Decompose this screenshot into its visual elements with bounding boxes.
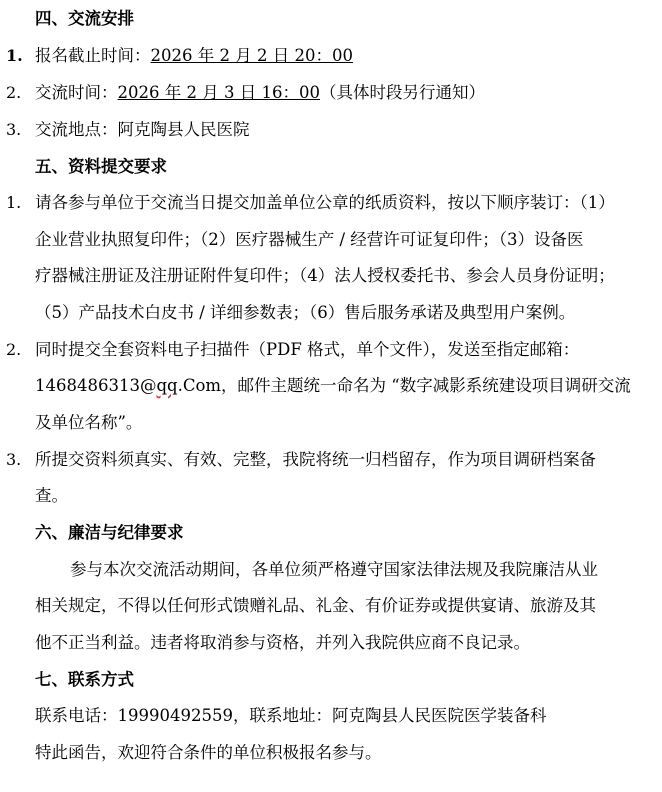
list-number: 3. [6, 450, 22, 469]
deadline-value: 2026 年 2 月 2 日 20：00 [150, 46, 353, 65]
materials-paragraph-line: （5）产品技术白皮书 / 详细参数表；（6）售后服务承诺及典型用户案例。 [35, 303, 576, 322]
section-heading-materials: 五、资料提交要求 [35, 157, 167, 176]
time-label: 交流时间： [35, 83, 118, 102]
exchange-time [35, 81, 485, 105]
exchange-location: 交流地点：阿克陶县人民医院 [35, 120, 250, 139]
list-number: 2. [6, 340, 22, 359]
list-number: 2. [6, 83, 22, 102]
email-paragraph-line: 及单位名称”。 [35, 413, 143, 432]
email-paragraph-line [35, 374, 631, 398]
materials-paragraph-line: 请各参与单位于交流当日提交加盖单位公章的纸质资料，按以下顺序装订：（1） [35, 193, 615, 212]
archive-paragraph-line: 查。 [35, 486, 68, 505]
section-heading-integrity: 六、廉洁与纪律要求 [35, 523, 184, 542]
deadline-label: 报名截止时间： [35, 46, 151, 65]
integrity-paragraph-line: 他不正当利益。违者将取消参与资格，并列入我院供应商不良记录。 [35, 633, 530, 652]
contact-info: 联系电话：19990492559，联系地址：阿克陶县人民医院医学装备科 [35, 706, 547, 725]
registration-deadline [35, 44, 353, 68]
section-heading-arrangement: 四、交流安排 [35, 9, 134, 28]
list-number: 1. [6, 193, 22, 212]
closing-statement: 特此函告，欢迎符合条件的单位积极报名参与。 [35, 743, 382, 762]
email-address-part: 1468486313@ [35, 376, 157, 395]
time-note: （具体时段另行通知） [319, 83, 485, 102]
materials-paragraph-line: 企业营业执照复印件；（2）医疗器械生产 / 经营许可证复印件；（3）设备医 [35, 230, 584, 249]
email-domain-misspelled: qq [156, 376, 178, 395]
archive-paragraph-line: 所提交资料须真实、有效、完整，我院将统一归档留存，作为项目调研档案备 [35, 450, 596, 469]
integrity-paragraph-line: 参与本次交流活动期间，各单位须严格遵守国家法律法规及我院廉洁从业 [70, 560, 598, 579]
list-number: 3. [6, 120, 22, 139]
list-number: 1. [6, 46, 23, 65]
time-value: 2026 年 2 月 3 日 16：00 [117, 83, 320, 102]
integrity-paragraph-line: 相关规定，不得以任何形式馈赠礼品、礼金、有价证券或提供宴请、旅游及其 [35, 596, 596, 615]
materials-paragraph-line: 疗器械注册证及注册证附件复印件；（4）法人授权委托书、参会人员身份证明； [35, 266, 615, 285]
section-heading-contact: 七、联系方式 [35, 670, 134, 689]
email-address-rest: .Com，邮件主题统一命名为 “数字减影系统建设项目调研交流 [177, 376, 631, 395]
email-paragraph-line: 同时提交全套资料电子扫描件（PDF 格式，单个文件），发送至指定邮箱： [35, 340, 580, 359]
